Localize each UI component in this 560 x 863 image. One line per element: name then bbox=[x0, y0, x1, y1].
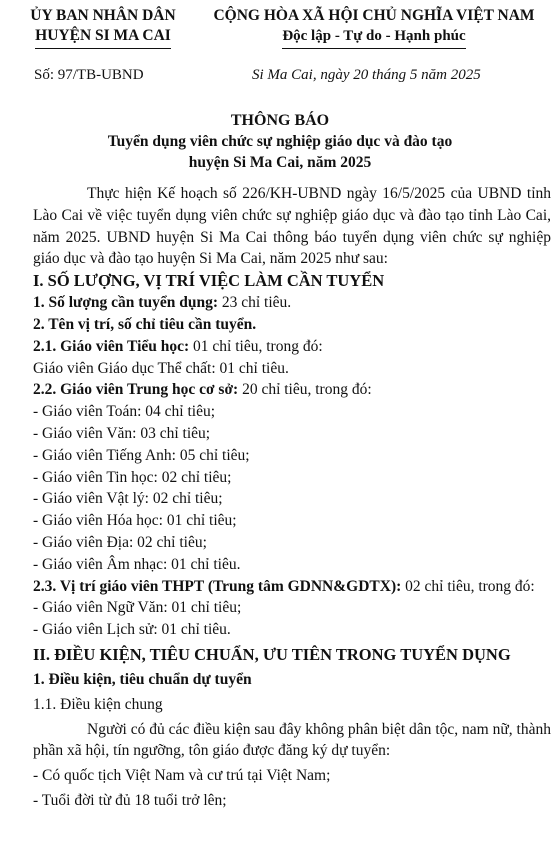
item-2-2-value: 20 chỉ tiêu, trong đó: bbox=[238, 381, 372, 399]
list-item: - Giáo viên Vật lý: 02 chỉ tiêu; bbox=[33, 490, 223, 508]
item-1-label: 1. Số lượng cần tuyển dụng: bbox=[33, 294, 218, 312]
document-date: Si Ma Cai, ngày 20 tháng 5 năm 2025 bbox=[252, 67, 481, 83]
list-item: - Giáo viên Hóa học: 01 chỉ tiêu; bbox=[33, 512, 237, 530]
item-2-1-label: 2.1. Giáo viên Tiểu học: bbox=[33, 337, 190, 355]
list-item: - Giáo viên Âm nhạc: 01 chỉ tiêu. bbox=[33, 555, 241, 573]
item-2-3 bbox=[33, 576, 551, 598]
motto: Độc lập - Tự do - Hạnh phúc bbox=[282, 26, 465, 49]
list-item: - Giáo viên Tiếng Anh: 05 chỉ tiêu; bbox=[33, 446, 250, 464]
item-1-value: 23 chỉ tiêu. bbox=[218, 294, 292, 312]
agency-line-2: HUYỆN SI MA CAI bbox=[35, 26, 171, 49]
item-2-2 bbox=[33, 379, 551, 401]
item-2-2-label: 2.2. Giáo viên Trung học cơ sở: bbox=[33, 381, 239, 399]
item-2-1-value: 01 chỉ tiêu, trong đó: bbox=[189, 337, 323, 355]
list-item: - Giáo viên Văn: 03 chỉ tiêu; bbox=[33, 424, 211, 442]
list-item: - Giáo viên Địa: 02 chỉ tiêu; bbox=[33, 533, 207, 551]
issuing-agency bbox=[14, 6, 192, 49]
list-item: - Giáo viên Tin học: 02 chỉ tiêu; bbox=[33, 468, 232, 486]
agency-line-1: ỦY BAN NHÂN DÂN bbox=[30, 7, 176, 24]
item-2-1 bbox=[33, 336, 551, 358]
title-subtitle-1: Tuyển dụng viên chức sự nghiệp giáo dục và đào tạo bbox=[107, 133, 453, 150]
item-2: 2. Tên vị trí, số chỉ tiêu cần tuyển. bbox=[33, 315, 257, 333]
list-item: - Có quốc tịch Việt Nam và cư trú tại Việt Nam; bbox=[33, 767, 331, 785]
title-subtitle-2: huyện Si Ma Cai, năm 2025 bbox=[188, 154, 372, 171]
intro-paragraph: Thực hiện Kế hoạch số 226/KH-UBND ngày 16/5/2025 của UBND tỉnh Lào Cai về việc tuyển dụng viên chức sự nghiệp giáo dục và đào tạo tỉnh Lào Cai, năm 2025. UBND huyện Si Ma Cai thông báo tuyển dụng viên chức sự nghiệp giáo dục và đào tạo huyện Si Ma Cai, năm 2025 như sau: bbox=[33, 185, 551, 268]
list-item: - Giáo viên Toán: 04 chỉ tiêu; bbox=[33, 403, 216, 421]
conditions-paragraph: Người có đủ các điều kiện sau đây không phân biệt dân tộc, nam nữ, thành phần xã hội, tín ngưỡng, tôn giáo được đăng ký dự tuyển: bbox=[33, 720, 551, 760]
section-2-item-1-1: 1.1. Điều kiện chung bbox=[33, 695, 163, 713]
section-2-item-1: 1. Điều kiện, tiêu chuẩn dự tuyển bbox=[33, 670, 252, 688]
document-number: Số: 97/TB-UBND bbox=[34, 67, 144, 83]
item-1 bbox=[33, 292, 551, 314]
country-name: CỘNG HÒA XÃ HỘI CHỦ NGHĨA VIỆT NAM bbox=[213, 7, 535, 24]
title-main: THÔNG BÁO bbox=[230, 112, 330, 129]
section-2-heading: II. ĐIỀU KIỆN, TIÊU CHUẨN, ƯU TIÊN TRONG TUYỂN DỤNG bbox=[33, 644, 511, 664]
document-title bbox=[20, 111, 540, 173]
list-item: - Giáo viên Ngữ Văn: 01 chỉ tiêu; bbox=[33, 599, 242, 617]
document-body bbox=[33, 183, 551, 812]
list-item: - Tuổi đời từ đủ 18 tuổi trở lên; bbox=[33, 791, 227, 809]
item-2-1-detail: Giáo viên Giáo dục Thể chất: 01 chỉ tiêu. bbox=[33, 359, 289, 377]
item-2-3-value: 02 chỉ tiêu, trong đó: bbox=[401, 577, 535, 595]
item-2-3-label: 2.3. Vị trí giáo viên THPT (Trung tâm GDNN&GDTX): bbox=[33, 577, 402, 595]
national-motto bbox=[196, 6, 552, 49]
section-1-heading: I. SỐ LƯỢNG, VỊ TRÍ VIỆC LÀM CẦN TUYỂN bbox=[33, 271, 385, 291]
list-item: - Giáo viên Lịch sử: 01 chỉ tiêu. bbox=[33, 621, 231, 639]
